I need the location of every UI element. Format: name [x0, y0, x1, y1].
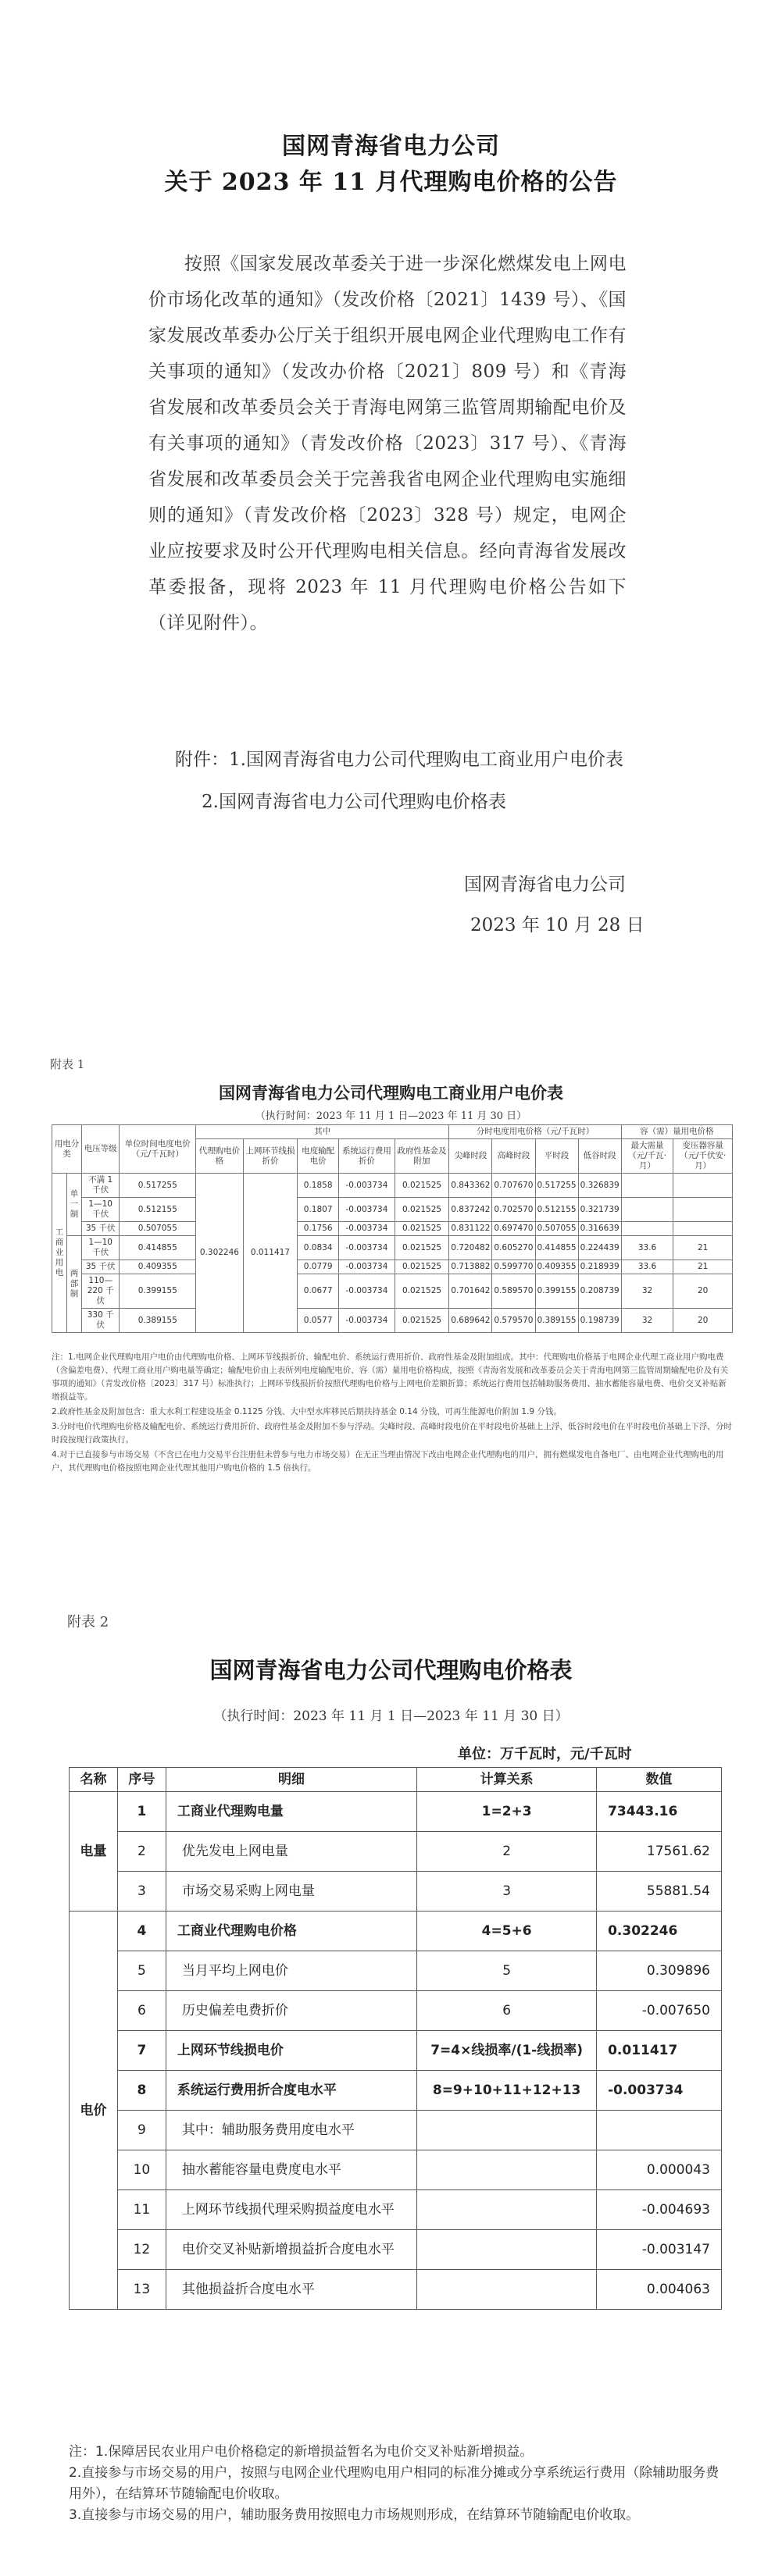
header-transformer: 变压器容量（元/千伏安·月）	[673, 1139, 733, 1174]
table-row	[52, 1309, 733, 1333]
cell-no: 9	[117, 2111, 166, 2150]
attachment-item-2: 2.国网青海省电力公司代理购电价格表	[202, 792, 506, 812]
cell-energy-price: 0.399155	[120, 1274, 196, 1309]
appendix-1-notes	[52, 1351, 733, 1477]
table-cell	[621, 1174, 673, 1198]
header-peak: 高峰时段	[492, 1139, 535, 1174]
cell-value: -0.004693	[597, 2190, 722, 2230]
table-cell: -0.003734	[339, 1274, 395, 1309]
cell-voltage: 110—220 千伏	[82, 1274, 120, 1309]
cell-item: 优先发电上网电量	[166, 1832, 416, 1872]
cell-calc: 5	[417, 1951, 597, 1991]
appendix-1-label: 附表 1	[50, 1057, 85, 1071]
header-peak-spike: 尖峰时段	[449, 1139, 492, 1174]
header-item: 明细	[166, 1768, 416, 1792]
table-cell: 0.409355	[535, 1260, 578, 1274]
table-cell	[673, 1222, 733, 1236]
table-row	[52, 1274, 733, 1309]
table-cell: 0.702570	[492, 1198, 535, 1222]
cell-calc: 2	[417, 1832, 597, 1872]
note: 4.对于已直接参与市场交易（不含已在电力交易平台注册但未曾参与电力市场交易）在无正当理由情况下改由电网企业代理购电的用户，拥有燃煤发电自备电厂、由电网企业代理购电的用户，其代理购电价格按照电网企业代理其他用户购电价格的 1.5 倍执行。	[52, 1450, 724, 1473]
table-cell: 21	[673, 1260, 733, 1274]
note: 3.直接参与市场交易的用户，辅助服务费用按照电力市场规则形成，在结算环节随输配电价收取。	[69, 2507, 640, 2523]
table-cell: 0.517255	[535, 1174, 578, 1198]
table-row	[52, 1260, 733, 1274]
attachment-item-1: 附件：1.国网青海省电力公司代理购电工商业用户电价表	[175, 750, 623, 770]
header-valley: 低谷时段	[578, 1139, 621, 1174]
cell-no: 4	[117, 1912, 166, 1951]
note: 2.直接参与市场交易的用户，按照与电网企业代理购电用户相同的标准分摊或分享系统运行费用（除辅助服务费用外），在结算环节随输配电价收取。	[69, 2465, 720, 2502]
table-cell: -0.003734	[339, 1260, 395, 1274]
announcement-body: 按照《国家发展改革委关于进一步深化燃煤发电上网电价市场化改革的通知》（发改价格〔2021〕1439 号）、《国家发展改革委办公厅关于组织开展电网企业代理购电工作有关事项的通知》（发改办价格〔2021〕809 号）和《青海省发展和改革委员会关于青海电网第三监管周期输配电价及有关事项的通知》（青发改价格〔2023〕317 号）、《青海省发展和改革委员会关于完善我省电网企业代理购电实施细则的通知》（青发改价格〔2023〕328 号）规定，电网企业应按要求及时公开代理购电相关信息。经向青海省发展改革委报备，现将 2023 年 11 月代理购电价格公告如下（详见附件）。	[148, 254, 627, 633]
table-row	[70, 1792, 722, 1832]
cell-value: 73443.16	[597, 1792, 722, 1832]
table-cell: 0.605270	[492, 1236, 535, 1260]
cell-voltage: 1—10 千伏	[82, 1236, 120, 1260]
table-cell: 20	[673, 1274, 733, 1309]
cell-value: -0.003734	[597, 2071, 722, 2111]
header-value: 数值	[597, 1768, 722, 1792]
cell-value: 0.000043	[597, 2150, 722, 2190]
header-of-which: 其中	[196, 1125, 449, 1139]
table-cell: 0.021525	[395, 1198, 449, 1222]
unit-label: 单位：万千瓦时，元/千瓦时	[458, 1746, 632, 1762]
cell-no: 12	[117, 2230, 166, 2270]
header-gov-fund: 政府性基金及附加	[395, 1139, 449, 1174]
table-cell: 0.021525	[395, 1174, 449, 1198]
appendix-2-subtitle: （执行时间：2023 年 11 月 1 日—2023 年 11 月 30 日）	[213, 1708, 569, 1724]
cell-purchase: 0.302246	[196, 1174, 244, 1333]
group-main: 工商业用电	[52, 1174, 67, 1333]
cell-no: 2	[117, 1832, 166, 1872]
table-row	[70, 2031, 722, 2071]
table-cell: 0.599770	[492, 1260, 535, 1274]
table-cell: 0.589570	[492, 1274, 535, 1309]
cell-item: 上网环节线损电价	[166, 2031, 416, 2071]
table-cell: 0.021525	[395, 1236, 449, 1260]
category-energy: 电量	[70, 1792, 118, 1912]
cell-item: 抽水蓄能容量电费度电水平	[166, 2150, 416, 2190]
cell-no: 1	[117, 1792, 166, 1832]
cell-value: -0.007650	[597, 1991, 722, 2031]
table-cell: 32	[621, 1309, 673, 1333]
cell-voltage: 35 千伏	[82, 1222, 120, 1236]
commercial-price-table	[52, 1124, 733, 1333]
appendix-1-subtitle: （执行时间：2023 年 11 月 1 日—2023 年 11 月 30 日）	[255, 1110, 527, 1122]
table-cell: 0.021525	[395, 1274, 449, 1309]
cell-energy-price: 0.389155	[120, 1309, 196, 1333]
table-cell: 0.326839	[578, 1174, 621, 1198]
appendix-2-notes	[69, 2442, 722, 2526]
table-cell	[621, 1222, 673, 1236]
table-cell: 0.198739	[578, 1309, 621, 1333]
cell-voltage: 1—10 千伏	[82, 1198, 120, 1222]
table-row	[70, 2111, 722, 2150]
header-flat: 平时段	[535, 1139, 578, 1174]
cell-calc: 6	[417, 1991, 597, 2031]
cell-item: 市场交易采购上网电量	[166, 1872, 416, 1912]
table-cell: 0.0834	[298, 1236, 339, 1260]
cell-calc	[417, 2111, 597, 2150]
note: 注：1.保障居民农业用户电价格稳定的新增损益暂名为电价交叉补贴新增损益。	[69, 2444, 534, 2460]
signature-organization: 国网青海省电力公司	[464, 875, 626, 895]
table-row	[70, 2150, 722, 2190]
table-row	[52, 1174, 733, 1198]
table-cell: 0.579570	[492, 1309, 535, 1333]
announcement-title-line1: 国网青海省电力公司	[282, 133, 500, 160]
table-cell: 0.701642	[449, 1274, 492, 1309]
table-cell	[673, 1174, 733, 1198]
purchase-price-table	[69, 1767, 722, 2310]
header-capacity: 容（需）量用电价格	[621, 1125, 732, 1139]
table-row	[70, 1832, 722, 1872]
cell-energy-price: 0.409355	[120, 1260, 196, 1274]
table-cell: 32	[621, 1274, 673, 1309]
table-cell: 0.507055	[535, 1222, 578, 1236]
header-max-demand: 最大需量（元/千瓦·月）	[621, 1139, 673, 1174]
table-cell: 0.1807	[298, 1198, 339, 1222]
cell-no: 8	[117, 2071, 166, 2111]
cell-item: 电价交叉补贴新增损益折合度电水平	[166, 2230, 416, 2270]
cell-value: 17561.62	[597, 1832, 722, 1872]
table-cell: 0.512155	[535, 1198, 578, 1222]
group-two-part: 两部制	[67, 1236, 82, 1333]
table-cell: 0.224439	[578, 1236, 621, 1260]
cell-no: 3	[117, 1872, 166, 1912]
table-cell: 0.837242	[449, 1198, 492, 1222]
cell-item: 上网环节线损代理采购损益度电水平	[166, 2190, 416, 2230]
table-cell: 0.218939	[578, 1260, 621, 1274]
cell-no: 6	[117, 1991, 166, 2031]
table-cell: 0.831122	[449, 1222, 492, 1236]
cell-item: 当月平均上网电价	[166, 1951, 416, 1991]
cell-line-loss: 0.011417	[243, 1174, 298, 1333]
cell-no: 13	[117, 2270, 166, 2310]
table-cell: 0.707670	[492, 1174, 535, 1198]
cell-no: 5	[117, 1951, 166, 1991]
cell-calc: 4=5+6	[417, 1912, 597, 1951]
table-cell: 0.321739	[578, 1198, 621, 1222]
header-tou: 分时电度用电价格（元/千瓦时）	[449, 1125, 621, 1139]
table-cell: 0.689642	[449, 1309, 492, 1333]
cell-calc: 1=2+3	[417, 1792, 597, 1832]
table-row	[70, 1951, 722, 1991]
note: 3.分时电价代理购电价格及输配电价、系统运行费用折价、政府性基金及附加不参与浮动。尖峰时段、高峰时段电价在平时段电价基础上上浮，低谷时段电价在平时段电价基础上下浮，分时时段按现行政策执行。	[52, 1422, 733, 1445]
table-cell: -0.003734	[339, 1174, 395, 1198]
appendix-2-label: 附表 2	[67, 1614, 109, 1630]
table-cell: 0.389155	[535, 1309, 578, 1333]
table-cell: 0.316639	[578, 1222, 621, 1236]
cell-no: 7	[117, 2031, 166, 2071]
group-single: 单一制	[67, 1174, 82, 1236]
cell-voltage: 35 千伏	[82, 1260, 120, 1274]
header-no: 序号	[117, 1768, 166, 1792]
cell-calc	[417, 2150, 597, 2190]
appendix-2-title: 国网青海省电力公司代理购电价格表	[209, 1657, 573, 1683]
table-row	[70, 2071, 722, 2111]
cell-voltage: 330 千伏	[82, 1309, 120, 1333]
table-cell: 0.0779	[298, 1260, 339, 1274]
cell-item: 其中：辅助服务费用度电水平	[166, 2111, 416, 2150]
table-cell: -0.003734	[339, 1236, 395, 1260]
table-cell: 0.0577	[298, 1309, 339, 1333]
table-cell	[673, 1198, 733, 1222]
cell-calc: 3	[417, 1872, 597, 1912]
cell-calc	[417, 2190, 597, 2230]
table-cell: 0.1858	[298, 1174, 339, 1198]
header-system-fee: 系统运行费用折价	[339, 1139, 395, 1174]
table-row	[52, 1222, 733, 1236]
cell-energy-price: 0.507055	[120, 1222, 196, 1236]
table-cell: 0.720482	[449, 1236, 492, 1260]
cell-item: 其他损益折合度电水平	[166, 2270, 416, 2310]
table-cell: 21	[673, 1236, 733, 1260]
table-cell: 0.1756	[298, 1222, 339, 1236]
header-transmission: 电度输配电价	[298, 1139, 339, 1174]
table-cell: 0.208739	[578, 1274, 621, 1309]
note: 注：1.电网企业代理购电用户电价由代理购电价格、上网环节线损折价、输配电价、系统运行费用折价、政府性基金及附加组成。其中：代理购电价格基于电网企业代理工商业用户购电费（含偏差电费）、代理工商业用户购电量等确定；输配电价由上表所列电度输配电价、容（需）量用电价格构成，按照《青海省发展和改革委员会关于青海电网第三监管周期输配电价及有关事项的通知》（青发改价格〔2023〕317 号）标准执行；上网环节线损折价按照代理购电价格与上网电价差额折算；系统运行费用包括辅助服务费用、抽水蓄能容量电费、电价交叉补贴新增损益等。	[52, 1352, 729, 1402]
table-row	[70, 1912, 722, 1951]
header-name: 名称	[70, 1768, 118, 1792]
header-voltage: 电压等级	[82, 1125, 120, 1174]
cell-energy-price: 0.512155	[120, 1198, 196, 1222]
cell-energy-price: 0.414855	[120, 1236, 196, 1260]
cell-no: 11	[117, 2190, 166, 2230]
table-row	[70, 2230, 722, 2270]
appendix-1-title: 国网青海省电力公司代理购电工商业用户电价表	[219, 1083, 563, 1103]
header-line-loss: 上网环节线损折价	[243, 1139, 298, 1174]
cell-value: 0.302246	[597, 1912, 722, 1951]
header-purchase: 代理购电价格	[196, 1139, 244, 1174]
cell-value: 0.309896	[597, 1951, 722, 1991]
table-cell: 0.697470	[492, 1222, 535, 1236]
cell-calc	[417, 2270, 597, 2310]
table-cell: 0.021525	[395, 1309, 449, 1333]
cell-value: 0.011417	[597, 2031, 722, 2071]
header-energy-price: 单位时间电度电价（元/千瓦时）	[120, 1125, 196, 1174]
note: 2.政府性基金及附加包含：重大水利工程建设基金 0.1125 分钱、大中型水库移民后期扶持基金 0.14 分钱、可再生能源电价附加 1.9 分钱。	[52, 1407, 562, 1416]
announcement-page	[0, 0, 782, 996]
cell-energy-price: 0.517255	[120, 1174, 196, 1198]
cell-item: 系统运行费用折合度电水平	[166, 2071, 416, 2111]
table-cell: 0.0677	[298, 1274, 339, 1309]
table-cell: 33.6	[621, 1236, 673, 1260]
cell-calc: 7=4×线损率/(1-线损率)	[417, 2031, 597, 2071]
table-cell	[621, 1198, 673, 1222]
announcement-title-line2: 关于 2023 年 11 月代理购电价格的公告	[164, 169, 618, 196]
table-cell: 0.414855	[535, 1236, 578, 1260]
cell-item: 工商业代理购电量	[166, 1792, 416, 1832]
cell-item: 历史偏差电费折价	[166, 1991, 416, 2031]
table-cell: 0.713882	[449, 1260, 492, 1274]
cell-calc: 8=9+10+11+12+13	[417, 2071, 597, 2111]
table-row	[70, 1991, 722, 2031]
table-cell: 20	[673, 1309, 733, 1333]
table-row	[52, 1236, 733, 1260]
signature-date: 2023 年 10 月 28 日	[470, 915, 645, 935]
header-calc: 计算关系	[417, 1768, 597, 1792]
header-category: 用电分类	[52, 1125, 82, 1174]
cell-voltage: 不满 1 千伏	[82, 1174, 120, 1198]
table-row	[70, 1872, 722, 1912]
table-cell: 0.021525	[395, 1222, 449, 1236]
cell-no: 10	[117, 2150, 166, 2190]
table-cell: 0.843362	[449, 1174, 492, 1198]
table-cell: 33.6	[621, 1260, 673, 1274]
cell-item: 工商业代理购电价格	[166, 1912, 416, 1951]
cell-calc	[417, 2230, 597, 2270]
table-cell: -0.003734	[339, 1222, 395, 1236]
cell-value	[597, 2111, 722, 2150]
appendix-1	[0, 1046, 782, 1546]
table-row	[70, 2270, 722, 2310]
cell-value: -0.003147	[597, 2230, 722, 2270]
cell-value: 0.004063	[597, 2270, 722, 2310]
table-cell: 0.021525	[395, 1260, 449, 1274]
category-price: 电价	[70, 1912, 118, 2310]
table-row	[52, 1198, 733, 1222]
table-cell: -0.003734	[339, 1198, 395, 1222]
cell-value: 55881.54	[597, 1872, 722, 1912]
table-cell: -0.003734	[339, 1309, 395, 1333]
table-cell: 0.399155	[535, 1274, 578, 1309]
appendix-2	[0, 1597, 782, 2576]
table-row	[70, 2190, 722, 2230]
